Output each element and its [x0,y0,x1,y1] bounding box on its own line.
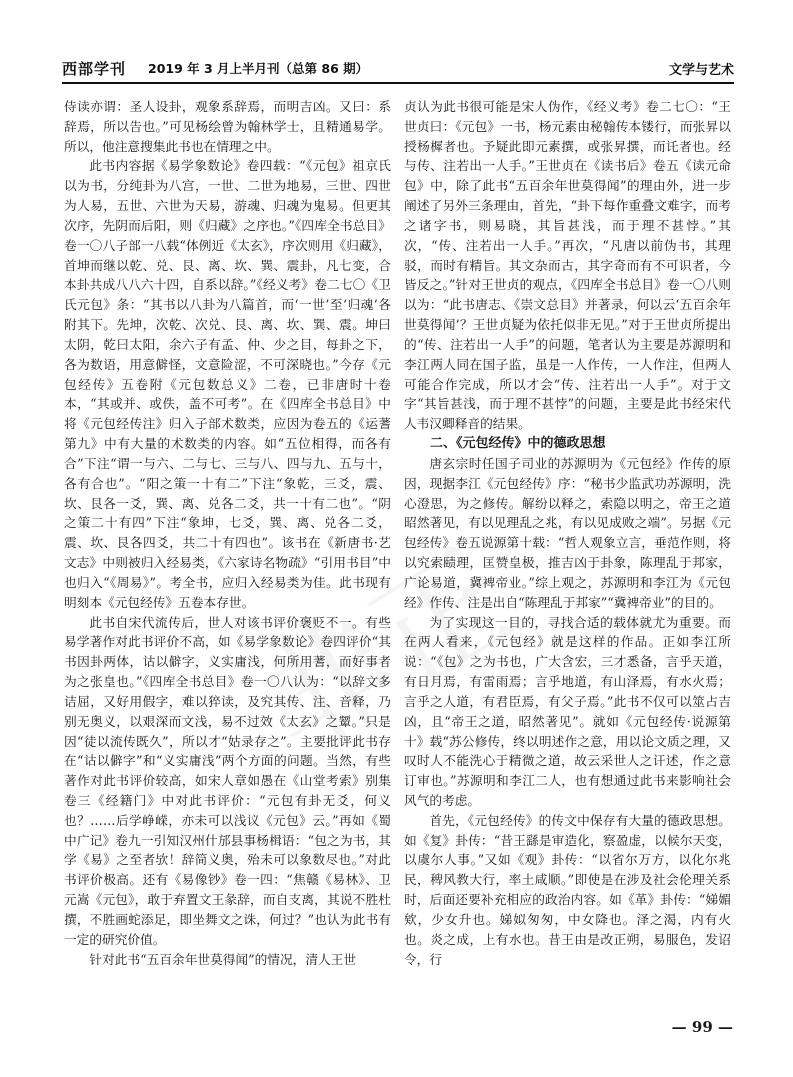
issue-info: 2019 年 3 月上半月刊（总第 86 期） [148,61,369,76]
section-title: 文学与艺术 [668,63,734,78]
paragraph: 此书内容据《易学象数论》卷四载：“《元包》祖京氏以为书，分纯卦为八宫，一世、二世为地易，三世、四世为人易，五世、六世为天易，游魂、归魂为鬼易。但更其次序，先阴而后阳，则《归藏》之序也。”《四库全书总目》卷一〇八子部一八载“体例近《太玄》，序次则用《归藏》，首坤而继以乾、兑、艮、离、坎、巽、震卦，凡七变，合本卦共成八八六十四，自系以辞。”《经义考》卷二七〇《卫氏元包》条：“其书以八卦为八篇首，而‘一世’至‘归魂’各附其下。先坤，次乾、次兑、艮、离、坎、巽、震。坤曰太阴，乾曰太阳，余六子有孟、仲、少之目，每卦之下，各为数语，用意僻怪，文意险涩，不可深晓也。”今存《元包经传》五卷附《元包数总义》二卷，已非唐时十卷本，“其或并、或佚，盖不可考”。在《四库全书总目》中将《元包经传注》归入子部术数类，应因为卷五的《运蓍第九》中有大量的术数类的内容。如“五位相得，而各有合”下注“谓一与六、二与七、三与八、四与九、五与十，各有合也”。“阳之策一十有二”下注“象乾，三爻，震、坎、艮各一爻，巽、离、兑各二爻，共一十有二也”。“阴之策二十有四”下注“象坤，七爻，巽、离、兑各二爻，震、坎、艮各四爻，共二十有四也”。该书在《新唐书·艺文志》中则被归入经易类，《六家诗名物疏》“引用书目”中也归入“《周易》”。考全书，应归入经易类为佳。此书现有明刻本《元包经传》五卷本存世。 [64,158,391,610]
page-number: — 99 — [671,1018,733,1036]
header-rule [62,82,734,84]
paragraph: 侍读亦谓：圣人设卦，观象系辞焉，而明吉凶。又曰：系辞焉，所以告也。”可见杨绘曾为翰林学士，且精通易学。所以，他注意搜集此书也在情理之中。 [64,99,391,154]
paragraph: 贞认为此书很可能是宋人伪作，《经义考》卷二七〇：“王世贞曰：《元包》一书，杨元素由秘翰传本镂行，而张昇以授杨樨者也。予疑此即元素撰，或张昇撰，而讬者也。经与传、注若出一人手。”王世贞在《读书后》卷五《读元命包》中，除了此书“五百余年世莫得闻”的理由外，进一步阐述了另外三条理由，首先，“卦下每作重叠文难字，而考之诸字书，则易晓，其旨甚浅，而于理不甚悖。”其次，“传、注若出一人手。”再次，“凡唐以前伪书，其理驳，而时有精旨。其文杂而古，其字奇而有不可识者，今皆反之。”针对王世贞的观点，《四库全书总目》卷一〇八则以为：“此书唐志、《崇文总目》并著录，何以云‘五百余年世莫得闻’？王世贞疑为依托似非无见。”对于王世贞所提出的“传、注若出一人手”的问题，笔者认为主要是苏源明和李江两人同在国子监，虽是一人作传，一人作注，但两人可能合作完成，所以才会“传、注若出一人手”。对于文字“其旨甚浅，而于理不甚悖”的问题，主要是此书经宋代人韦汉卿释音的结果。 [404,99,731,432]
paragraph: 针对此书“五百余年世莫得闻”的情况，清人王世 [89,951,357,967]
paragraph: 唐玄宗时任国子司业的苏源明为《元包经》作传的原因，现据李江《元包经传》序：“秘书少监武功苏源明，洗心澄思，为之修传。解纷以释之，索隐以明之，帝王之道昭然著见，有以见理乱之兆，有以见成败之端”。另据《元包经传》卷五说源第十载：“哲人观象立言，垂范作则，将以究索赜理，匡赞皇极，推吉凶于卦象，陈理乱于邦家，广论易道，冀裨帝业。”综上观之，苏源明和李江为《元包经》作传、注是出自“陈理乱于邦家”“冀裨帝业”的目的。 [404,455,731,610]
right-column [404,97,731,969]
paragraph: 首先，《元包经传》的传文中保存有大量的德政思想。如《复》卦传：“昔王繇是审造化，察盈虚，以候尔天变，以虞尔人事。”又如《观》卦传：“以省尔万方，以化尔兆民，稗风教大行，率土咸顺。”即使是在涉及社会伦理关系时，后面还要补充相应的政治内容。如《革》卦传：“娣媚欸，少女升也。娣姒匆匆，中女降也。泽之渴，内有火也。炎之成，上有水也。昔王由是改正朔，易服色，发诏令，行 [404,812,731,967]
paragraph: 此书自宋代流传后，世人对该书评价褒贬不一。有些易学著作对此书评价不高，如《易学象数论》卷四评价“其书因卦两体，诂以僻字，义实庸浅，何所用蓍，而好事者为之张皇也。”《四库全书总目》卷一〇八认为：“以辞文多诘屈，又好用假字，难以猝读，及究其传、注、音释，乃别无奥义，以艰深而文浅，易不过效《太玄》之颦。”只是因“徒以流传既久”，所以才“姑录存之”。主要批评此书存在“诂以僻字”和“义实庸浅”两个方面的问题。当然，有些著作对此书评价较高，如宋人章如愚在《山堂考索》别集卷三《经籍门》中对此书评价：“元包有卦无爻，何义也？……后学峥嵘，亦未可以浅议《元包》云。”再如《蜀中广记》卷九一引知汉州什邡县事杨楫语：“包之为书，其学《易》之至者欤！辞简义奥，殆未可以象数尽也。”对此书评价极高。还有《易像钞》卷一四：“焦赣《易林》、卫元嵩《元包》，敢于弃置文王彖辞，而自支离，其说不胜杜撰，不胜画蛇添足，即坐舞文之诛，何过？”也认为此书有一定的研究价值。 [64,614,391,947]
left-column [64,97,391,969]
paragraph: 为了实现这一目的，寻找合适的载体就尤为重要。而在两人看来，《元包经》就是这样的作品。正如李江所说：“《包》之为书也，广大含宏，三才悉备，言乎天道，有日月焉，有雷雨焉；言乎地道，有山泽焉，有水火焉；言乎之人道，有君臣焉，有父子焉。”此书不仅可以筮占吉凶，且“帝王之道，昭然著见”。就如《元包经传·说源第十》载“苏公修传，终以明述作之意，用以论文质之理，又叹时人不能洗心于精微之道，故云采世人之讦述，作之意订审也。”苏源明和李江二人，也有想通过此书来影响社会风气的考虑。 [404,614,731,808]
journal-logo: 西部学刊 [62,60,127,78]
page-header [62,58,734,80]
section-heading: 二、《元包经传》中的德政思想 [430,436,606,452]
